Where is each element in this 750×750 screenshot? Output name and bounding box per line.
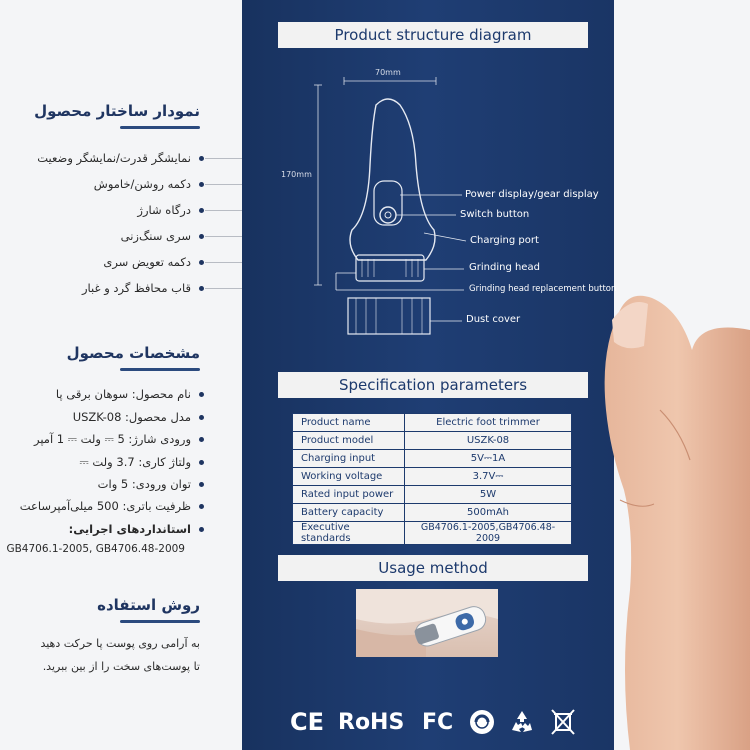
switch-button-outline [380,207,396,223]
bullet-dot [199,460,204,465]
usage-title: روش استفاده [97,596,200,614]
usage-line-2: تا پوست‌های سخت را از بین ببرید. [42,660,200,673]
bullet-dot [199,286,204,291]
green-dot-icon [468,708,496,736]
usage-band: Usage method [278,555,588,581]
ce-mark: CE [290,708,325,736]
structure-item: دکمه روشن/خاموش [94,177,204,191]
spec-item: استانداردهای اجرایی: [69,522,204,536]
height-dimension: 170mm [281,170,312,179]
structure-item: سری سنگ‌زنی [121,229,204,243]
label-grinding-head: Grinding head [469,262,540,273]
spec-title: مشخصات محصول [66,344,200,362]
width-dimension: 70mm [375,68,401,77]
usage-title-rule [120,620,200,623]
standards-value: GB4706.1-2005, GB4706.48-2009 [6,543,185,555]
spec-item: ولتاژ کاری: 3.7 ولت ⎓ [80,455,204,470]
label-replacement-button: Grinding head replacement button [469,284,617,294]
bullet-dot [199,392,204,397]
structure-item: درگاه شارژ [137,203,204,217]
spec-table [292,413,572,545]
structure-title-rule [120,126,200,129]
fc-mark: FC [422,710,454,735]
hand [590,290,750,750]
structure-diagram [276,55,596,355]
table-row: Product model USZK-08 [293,432,572,450]
table-row: Charging input 5V⎓1A [293,450,572,468]
structure-band: Product structure diagram [278,22,588,48]
spec-item: ظرفیت باتری: 500 میلی‌آمپرساعت [20,499,204,513]
spec-item: نام محصول: سوهان برقی پا [56,387,204,401]
bullet-dot [199,504,204,509]
usage-photo [356,589,498,657]
bullet-dot [199,234,204,239]
dust-cover-outline [348,298,430,334]
structure-item: نمایشگر قدرت/نمایشگر وضعیت [37,151,204,165]
table-row: Rated input power 5W [293,486,572,504]
spec-item: مدل محصول: USZK-08 [73,410,204,424]
spec-band: Specification parameters [278,372,588,398]
usage-line-1: به آرامی روی پوست پا حرکت دهید [40,637,200,650]
table-row: Executive standards GB4706.1-2005,GB4706.48-2009 [293,522,572,545]
bullet-dot [199,415,204,420]
grinding-head-outline [356,255,424,281]
label-switch-button: Switch button [460,209,530,220]
spec-item: ورودی شارژ: 5 ⎓ ولت ⎓ 1 آمپر [34,432,204,447]
bullet-dot [199,527,204,532]
bullet-dot [199,482,204,487]
left-column [0,0,230,750]
table-row: Working voltage 3.7V⎓ [293,468,572,486]
label-charging-port: Charging port [470,235,539,246]
bullet-dot [199,208,204,213]
structure-item: دکمه تعویض سری [103,255,204,269]
table-row: Battery capacity 500mAh [293,504,572,522]
bullet-dot [199,156,204,161]
device-outline [350,99,435,260]
recycle-icon [508,708,536,736]
bullet-dot [199,260,204,265]
label-dust-cover: Dust cover [466,314,521,325]
structure-item: قاب محافظ گرد و غبار [82,281,204,295]
weee-bin-icon [550,708,576,736]
spec-item: توان ورودی: 5 وات [98,477,204,491]
bullet-dot [199,437,204,442]
structure-title: نمودار ساختار محصول [34,102,200,120]
bullet-dot [199,182,204,187]
table-row: Product name Electric foot trimmer [293,414,572,432]
spec-title-rule [120,368,200,371]
label-power-display: Power display/gear display [465,189,599,200]
certification-logos [290,708,580,738]
rohs-mark: RoHS [338,710,405,735]
